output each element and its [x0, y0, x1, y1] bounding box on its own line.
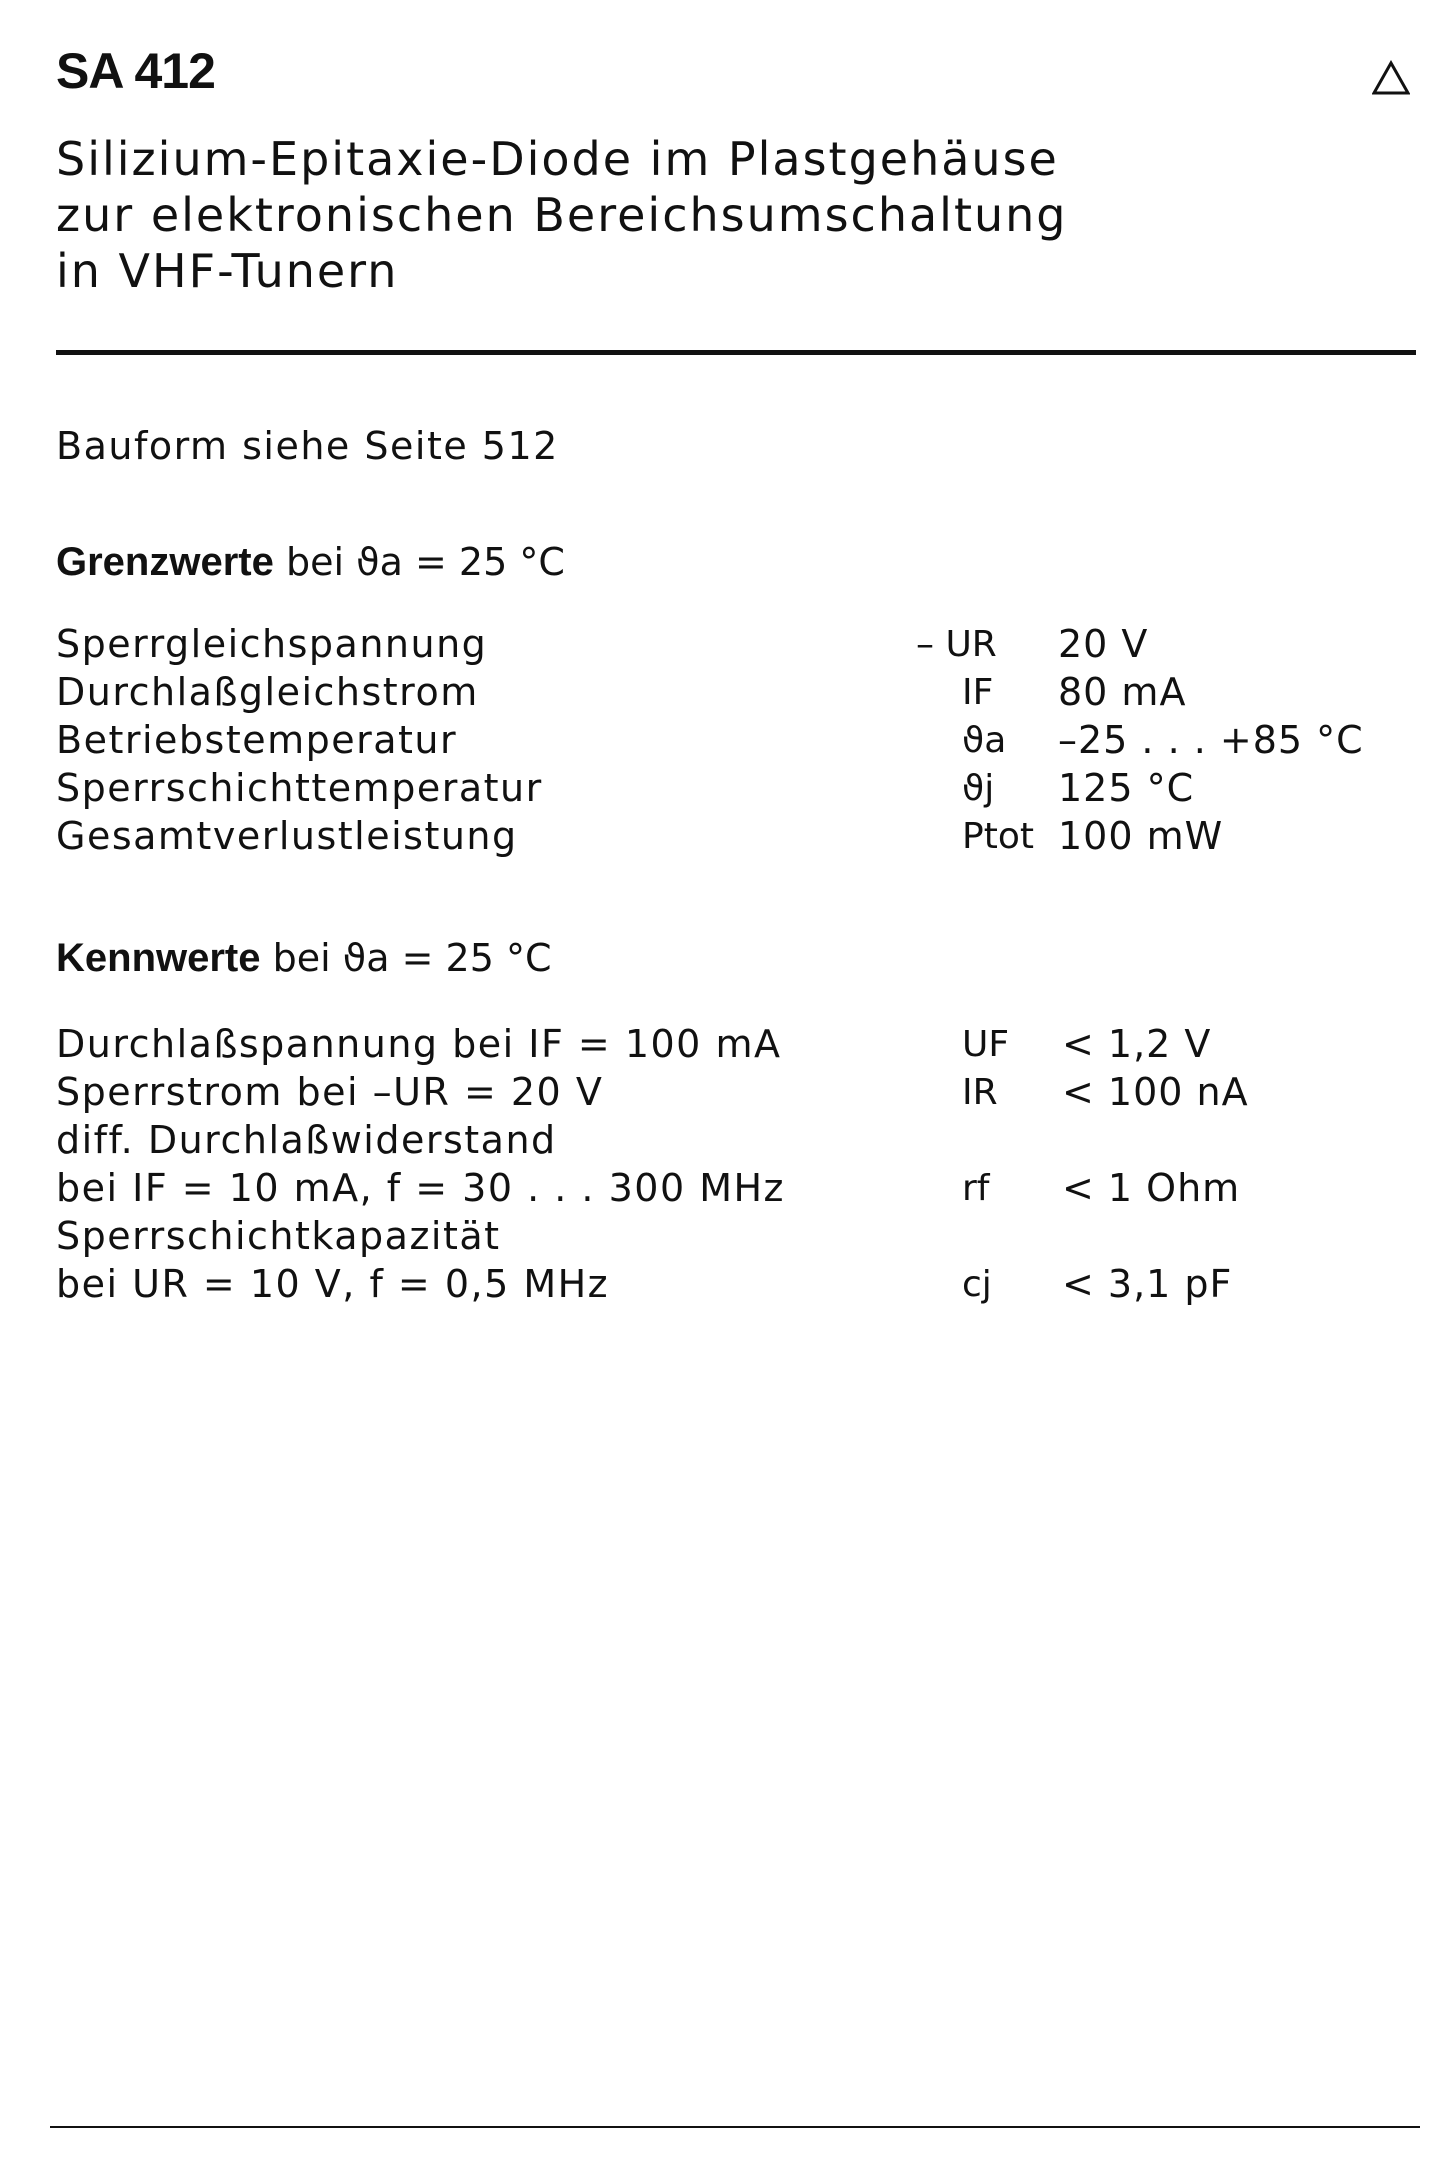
characteristic-line: Sperrschichtkapazität [56, 1214, 501, 1258]
characteristic-value: < 3,1 pF [1062, 1262, 1233, 1306]
characteristic-value: < 1,2 V [1062, 1022, 1212, 1066]
limit-symbol: ϑa [962, 720, 1007, 761]
header-divider [56, 350, 1416, 355]
characteristics-heading-bold: Kennwerte [56, 936, 261, 980]
limit-value: –25 . . . +85 °C [1058, 718, 1364, 762]
limits-heading-condition: bei ϑa = 25 °C [285, 540, 565, 584]
limit-label: Betriebstemperatur [56, 718, 458, 762]
part-number: SA 412 [56, 43, 215, 99]
characteristic-symbol: rf [962, 1168, 990, 1209]
limit-label: Durchlaßgleichstrom [56, 670, 479, 714]
characteristic-line: diff. Durchlaßwiderstand [56, 1118, 557, 1162]
triangle-icon [1372, 60, 1410, 96]
characteristic-line: Durchlaßspannung bei IF = 100 mA [56, 1022, 782, 1066]
limit-symbol: ϑj [962, 768, 995, 809]
characteristic-symbol: cj [962, 1264, 992, 1305]
limit-label: Sperrschichttemperatur [56, 766, 543, 810]
characteristic-line: bei IF = 10 mA, f = 30 . . . 300 MHz [56, 1166, 786, 1210]
limit-symbol: Ptot [962, 816, 1034, 857]
limit-value: 80 mA [1058, 670, 1187, 714]
title-line-2: zur elektronischen Bereichsumschaltung [56, 188, 1068, 242]
limit-value: 125 °C [1058, 766, 1195, 810]
characteristic-value: < 100 nA [1062, 1070, 1249, 1114]
footer-divider [50, 2126, 1420, 2128]
title-line-1: Silizium-Epitaxie-Diode im Plastgehäuse [56, 132, 1059, 186]
characteristic-value: < 1 Ohm [1062, 1166, 1241, 1210]
characteristic-symbol: UF [962, 1024, 1010, 1065]
limits-heading [56, 540, 565, 585]
limit-value: 100 mW [1058, 814, 1224, 858]
limit-value: 20 V [1058, 622, 1149, 666]
limit-symbol: IF [962, 672, 994, 713]
limit-symbol: – UR [916, 624, 997, 665]
characteristics-heading [56, 936, 552, 981]
characteristics-heading-condition: bei ϑa = 25 °C [272, 936, 552, 980]
limit-label: Gesamtverlustleistung [56, 814, 518, 858]
characteristic-symbol: IR [962, 1072, 998, 1113]
title-line-3: in VHF-Tunern [56, 244, 399, 298]
limits-heading-bold: Grenzwerte [56, 540, 274, 584]
characteristic-line: bei UR = 10 V, f = 0,5 MHz [56, 1262, 610, 1306]
limit-label: Sperrgleichspannung [56, 622, 488, 666]
characteristic-line: Sperrstrom bei –UR = 20 V [56, 1070, 604, 1114]
package-note: Bauform siehe Seite 512 [56, 424, 559, 468]
